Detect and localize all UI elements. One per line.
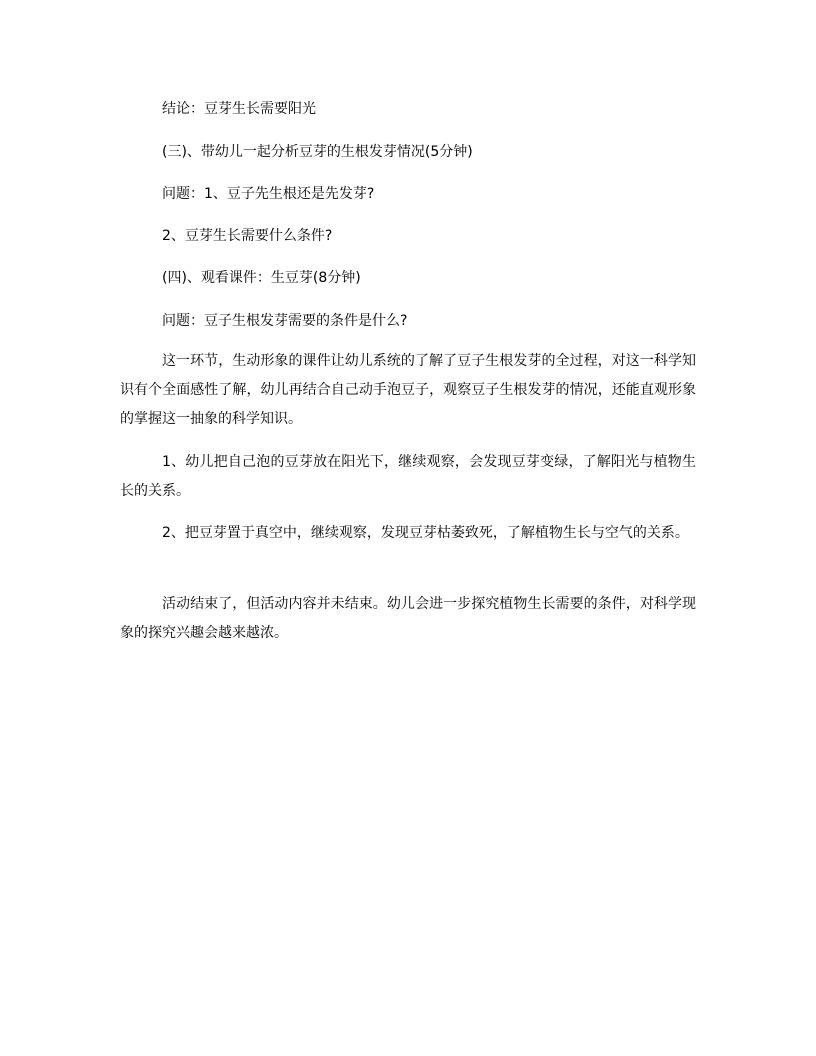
closing-paragraph: 活动结束了，但活动内容并未结束。幼儿会进一步探究植物生长需要的条件，对科学现象的探究兴趣会越来越浓。 <box>120 596 696 641</box>
question-conditions-line: 问题：豆子生根发芽需要的条件是什么? <box>162 313 408 329</box>
vacuum-paragraph: 2、把豆芽置于真空中，继续观察，发现豆芽枯萎致死，了解植物生长与空气的关系。 <box>162 525 689 541</box>
section-four-heading: (四)、观看课件：生豆芽(8分钟) <box>162 270 361 286</box>
question-two-line: 2、豆芽生长需要什么条件? <box>162 228 333 244</box>
courseware-paragraph: 这一环节，生动形象的课件让幼儿系统的了解了豆子生根发芽的全过程，对这一科学知识有个全面感性了解，幼儿再结合自己动手泡豆子，观察豆子生根发芽的情况，还能直观形象的掌握这一抽象的科学知识。 <box>120 353 696 427</box>
question-one-line: 问题：1、豆子先生根还是先发芽? <box>162 186 375 202</box>
document-page <box>120 0 696 1056</box>
sunlight-paragraph: 1、幼儿把自己泡的豆芽放在阳光下，继续观察，会发现豆芽变绿，了解阳光与植物生长的关系。 <box>120 454 696 499</box>
conclusion-line: 结论：豆芽生长需要阳光 <box>162 101 316 117</box>
section-three-heading: (三)、带幼儿一起分析豆芽的生根发芽情况(5分钟) <box>162 144 473 160</box>
